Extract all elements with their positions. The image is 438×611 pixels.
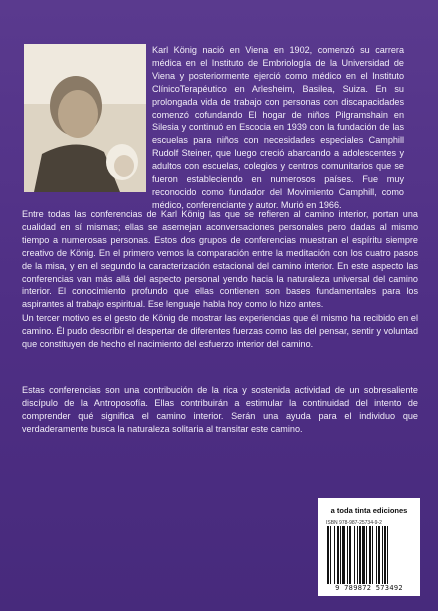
publisher-name: a toda tinta ediciones [330, 506, 408, 515]
description-paragraph-3: Estas conferencias son una contribución de la rica y sostenida actividad de un sobresaliente discípulo de la Antroposofía. Ellas contribuirán a estimular la continuidad del intento de comprender qué significa el camino interior. Serán una ayuda para el individuo que verdaderamente busca la naturaleza solitaria al transitar este camino. [22, 385, 418, 434]
barcode-icon [326, 526, 412, 584]
isbn-label: ISBN 978-987-25734-9-2 [326, 520, 382, 526]
description-paragraph-2: Un tercer motivo es el gesto de König de mostrar las experiencias que él mismo ha recibido en el camino. Él pudo describir el despertar de diferentes fuerzas como las del pensar, sentir y voluntad que constituyen de hecho el nacimiento del esfuerzo interior del camino. [22, 313, 418, 349]
description-paragraph-1: Entre todas las conferencias de Karl König las que se refieren al camino interior, portan una cualidad en sí mismas; ellas se asemejan aconversaciones personales pero dadas al mismo tiempo a numerosas personas. Estos dos grupos de conferencias muestran el espíritu siempre creativo de König. En el primero vemos la comparación entre la meditación con los cuatro pasos de la misa, y en el segundo la caracterización estacional del camino interior. En este aspecto las conferencias van más allá del aspecto personal yendo hacia la naturaleza universal del camino interior. El conocimiento profundo que ellas contienen son bases fundamentales para los aspirantes al trabajo espiritual. Ese lenguaje habla hoy como lo hizo antes. [22, 209, 418, 310]
author-photo [24, 44, 146, 192]
barcode-panel [318, 498, 420, 596]
portrait-image [24, 44, 146, 192]
barcode-digits: 9 789872 573492 [335, 584, 403, 592]
author-bio: Karl König nació en Viena en 1902, comenzó su carrera médica en el Instituto de Embriología de la Universidad de Viena y posteriormente ejerció como médico en el Instituto ClínicoTerapéutico en Arlesheim, Basilea, Suiza. En su prolongada vida de trabajo con personas con discapacidades comenzó cofundando El hogar de niños Pilgramshain en Silesia y continuó en Escocia en 1939 con la fundación de las escuelas para niños con necesidades especiales Camphill Rudolf Steiner, que luego creció abarcando a adolescentes y adultos con escuelas, colegios y centros comunitarios que se fueron estableciendo en numerosos países. Fue muy reconocido como fundador del Movimiento Camphill, como médico, conferenciante y autor. Murió en 1966. [152, 45, 404, 210]
